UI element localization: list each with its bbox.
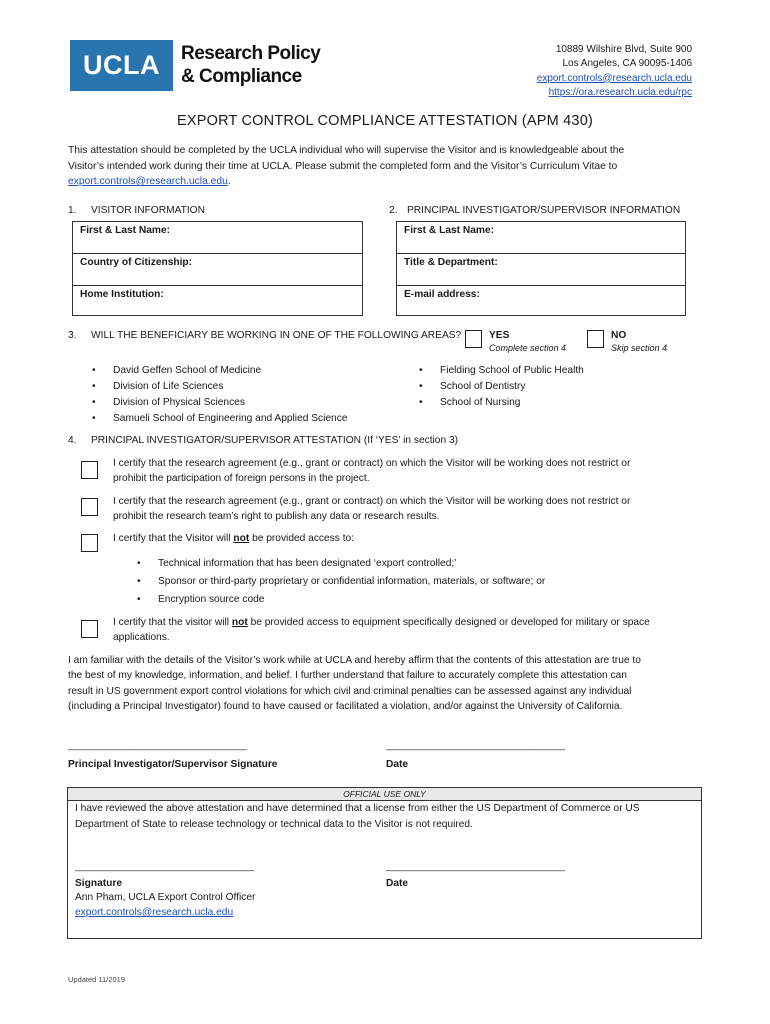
visitor-name-field[interactable] xyxy=(72,221,363,254)
area-list-item: • Division of Life Sciences xyxy=(92,381,224,392)
area-label: School of Dentistry xyxy=(440,381,526,392)
area-label: Division of Life Sciences xyxy=(113,381,224,392)
restricted-item-label: Technical information that has been designated ‘export controlled;’ xyxy=(158,558,457,569)
cert3-text xyxy=(113,531,713,546)
area-list-item: • Samueli School of Engineering and Applied Science xyxy=(92,413,348,424)
area-list-item: • School of Dentistry xyxy=(419,381,526,392)
area-label: Samueli School of Engineering and Applied Science xyxy=(113,413,348,424)
department-name-line1: Research Policy xyxy=(181,43,321,64)
cert-line: applications. xyxy=(113,632,170,644)
ucla-logo: UCLA xyxy=(70,40,173,91)
pi-date-label: Date xyxy=(386,759,409,770)
restricted-item-label: Encryption source code xyxy=(158,594,265,605)
section1-heading: VISITOR INFORMATION xyxy=(91,205,205,216)
restricted-item: • Sponsor or third-party proprietary or confidential information, materials, or software; or xyxy=(137,576,546,587)
official-line: Department of State to release technology or technical data to the Visitor is not required. xyxy=(75,818,473,830)
area-list-item: • Fielding School of Public Health xyxy=(419,365,584,376)
no-checkbox[interactable] xyxy=(587,330,604,348)
cert2-checkbox[interactable] xyxy=(81,498,98,516)
area-label: School of Nursing xyxy=(440,397,521,408)
address-city: Los Angeles, CA 90095-1406 xyxy=(562,58,692,70)
area-label: Fielding School of Public Health xyxy=(440,365,584,376)
pi-signature-label: Principal Investigator/Supervisor Signature xyxy=(68,759,278,770)
cert2-text xyxy=(113,494,713,525)
area-list-item: • Division of Physical Sciences xyxy=(92,397,245,408)
cert-text-part: be provided access to: xyxy=(249,533,355,544)
visitor-institution-field[interactable] xyxy=(72,285,363,316)
field-label: First & Last Name: xyxy=(80,225,171,236)
field-label: E-mail address: xyxy=(404,289,480,300)
affirm-line: the best of my knowledge, information, and belief. I further understand that failure to accurately complete this attestation can xyxy=(68,670,627,682)
section3-question: WILL THE BENEFICIARY BE WORKING IN ONE OF THE FOLLOWING AREAS? xyxy=(91,330,462,341)
officer-email-link[interactable]: export.controls@research.ucla.edu xyxy=(75,907,234,918)
address-street: 10889 Wilshire Blvd, Suite 900 xyxy=(555,44,692,55)
cert-emphasis: not xyxy=(231,617,248,628)
header-website-link[interactable]: https://ora.research.ucla.edu/rpc xyxy=(548,86,692,98)
yes-note: Complete section 4 xyxy=(489,343,567,353)
cert-line: prohibit the participation of foreign persons in the project. xyxy=(113,473,370,485)
cert4-text xyxy=(113,615,713,646)
intro-email-link[interactable]: export.controls@research.ucla.edu xyxy=(68,176,228,188)
area-label: Division of Physical Sciences xyxy=(113,397,245,408)
updated-date: Updated 11/2019 xyxy=(68,975,125,984)
officer-name: Ann Pham, UCLA Export Control Officer xyxy=(75,892,256,903)
section3-number: 3. xyxy=(68,330,77,341)
area-label: David Geffen School of Medicine xyxy=(113,365,262,376)
officer-signature-line[interactable]: _______________________________________ xyxy=(75,861,253,872)
field-label: First & Last Name: xyxy=(404,225,495,236)
pi-email-field[interactable] xyxy=(396,285,686,316)
intro-line: This attestation should be completed by the UCLA individual who will supervise the Visitor and is knowledgeable about the xyxy=(68,145,625,156)
affirm-line: result in US government export control violations for which civil and criminal penalties can be assessed against any individual xyxy=(68,685,632,697)
section2-heading: PRINCIPAL INVESTIGATOR/SUPERVISOR INFORMATION xyxy=(407,205,681,216)
form-title: EXPORT CONTROL COMPLIANCE ATTESTATION (APM 430) xyxy=(176,113,593,129)
restricted-item: • Technical information that has been designated ‘export controlled;’ xyxy=(137,558,457,569)
cert1-checkbox[interactable] xyxy=(81,461,98,479)
affirmation-paragraph xyxy=(68,653,728,715)
pi-date-line[interactable]: _______________________________________ xyxy=(386,740,564,751)
yes-checkbox[interactable] xyxy=(465,330,482,348)
pi-signature-line[interactable]: _______________________________________ xyxy=(68,740,246,751)
restricted-item-label: Sponsor or third-party proprietary or confidential information, materials, or software; or xyxy=(158,576,546,587)
section4-heading: PRINCIPAL INVESTIGATOR/SUPERVISOR ATTESTATION (If ‘YES’ in section 3) xyxy=(91,435,459,446)
no-note: Skip section 4 xyxy=(611,343,668,353)
cert-text-part: be provided access to equipment specifically designed or developed for military or space xyxy=(247,617,650,628)
header-email-link[interactable]: export.controls@research.ucla.edu xyxy=(536,72,692,84)
cert-line: prohibit the research team’s right to publish any data or research results. xyxy=(113,511,440,523)
intro-line: Visitor’s intended work during their time at UCLA. Please submit the completed form and the Visitor’s Curriculum Vitae to xyxy=(68,160,618,172)
cert-line: I certify that the research agreement (e.g., grant or contract) on which the Visitor will be working does not restrict or xyxy=(113,458,631,469)
official-line: I have reviewed the above attestation and have determined that a license from either the US Department of Commerce or US xyxy=(75,803,640,814)
area-list-item: • David Geffen School of Medicine xyxy=(92,365,262,376)
cert4-checkbox[interactable] xyxy=(81,620,98,638)
officer-date-label: Date xyxy=(386,878,409,889)
cert3-checkbox[interactable] xyxy=(81,534,98,552)
pi-title-field[interactable] xyxy=(396,253,686,286)
field-label: Country of Citizenship: xyxy=(80,257,193,268)
officer-signature-label: Signature xyxy=(75,878,122,889)
affirm-line: I am familiar with the details of the Visitor’s work while at UCLA and hereby affirm that the contents of this attestation are true to xyxy=(68,655,641,666)
cert-text-part: I certify that the visitor will xyxy=(113,617,232,628)
department-name-line2: & Compliance xyxy=(181,66,302,87)
official-use-heading: OFFICIAL USE ONLY xyxy=(67,787,702,800)
official-statement xyxy=(75,801,695,832)
section2-number: 2. xyxy=(389,205,398,216)
field-label: Title & Department: xyxy=(404,257,498,268)
cert1-text xyxy=(113,456,713,487)
department-name xyxy=(181,42,320,88)
intro-period: . xyxy=(227,176,231,188)
intro-paragraph xyxy=(68,143,708,190)
contact-address xyxy=(537,43,692,100)
yes-label: YES xyxy=(489,330,510,341)
cert-line: I certify that the research agreement (e.g., grant or contract) on which the Visitor will be working does not restrict or xyxy=(113,496,631,507)
no-label: NO xyxy=(611,330,627,341)
field-label: Home Institution: xyxy=(80,289,164,300)
restricted-item: • Encryption source code xyxy=(137,594,265,605)
officer-date-line[interactable]: _______________________________________ xyxy=(386,861,564,872)
pi-name-field[interactable] xyxy=(396,221,686,254)
section4-number: 4. xyxy=(68,435,77,446)
affirm-line: (including a Principal Investigator) found to have caused or facilitated a violation, and/or against the University of California. xyxy=(68,701,623,713)
section1-number: 1. xyxy=(68,205,77,216)
cert-emphasis: not xyxy=(233,533,250,544)
visitor-citizenship-field[interactable] xyxy=(72,253,363,286)
cert-text-part: I certify that the Visitor will xyxy=(113,533,234,544)
area-list-item: • School of Nursing xyxy=(419,397,521,408)
